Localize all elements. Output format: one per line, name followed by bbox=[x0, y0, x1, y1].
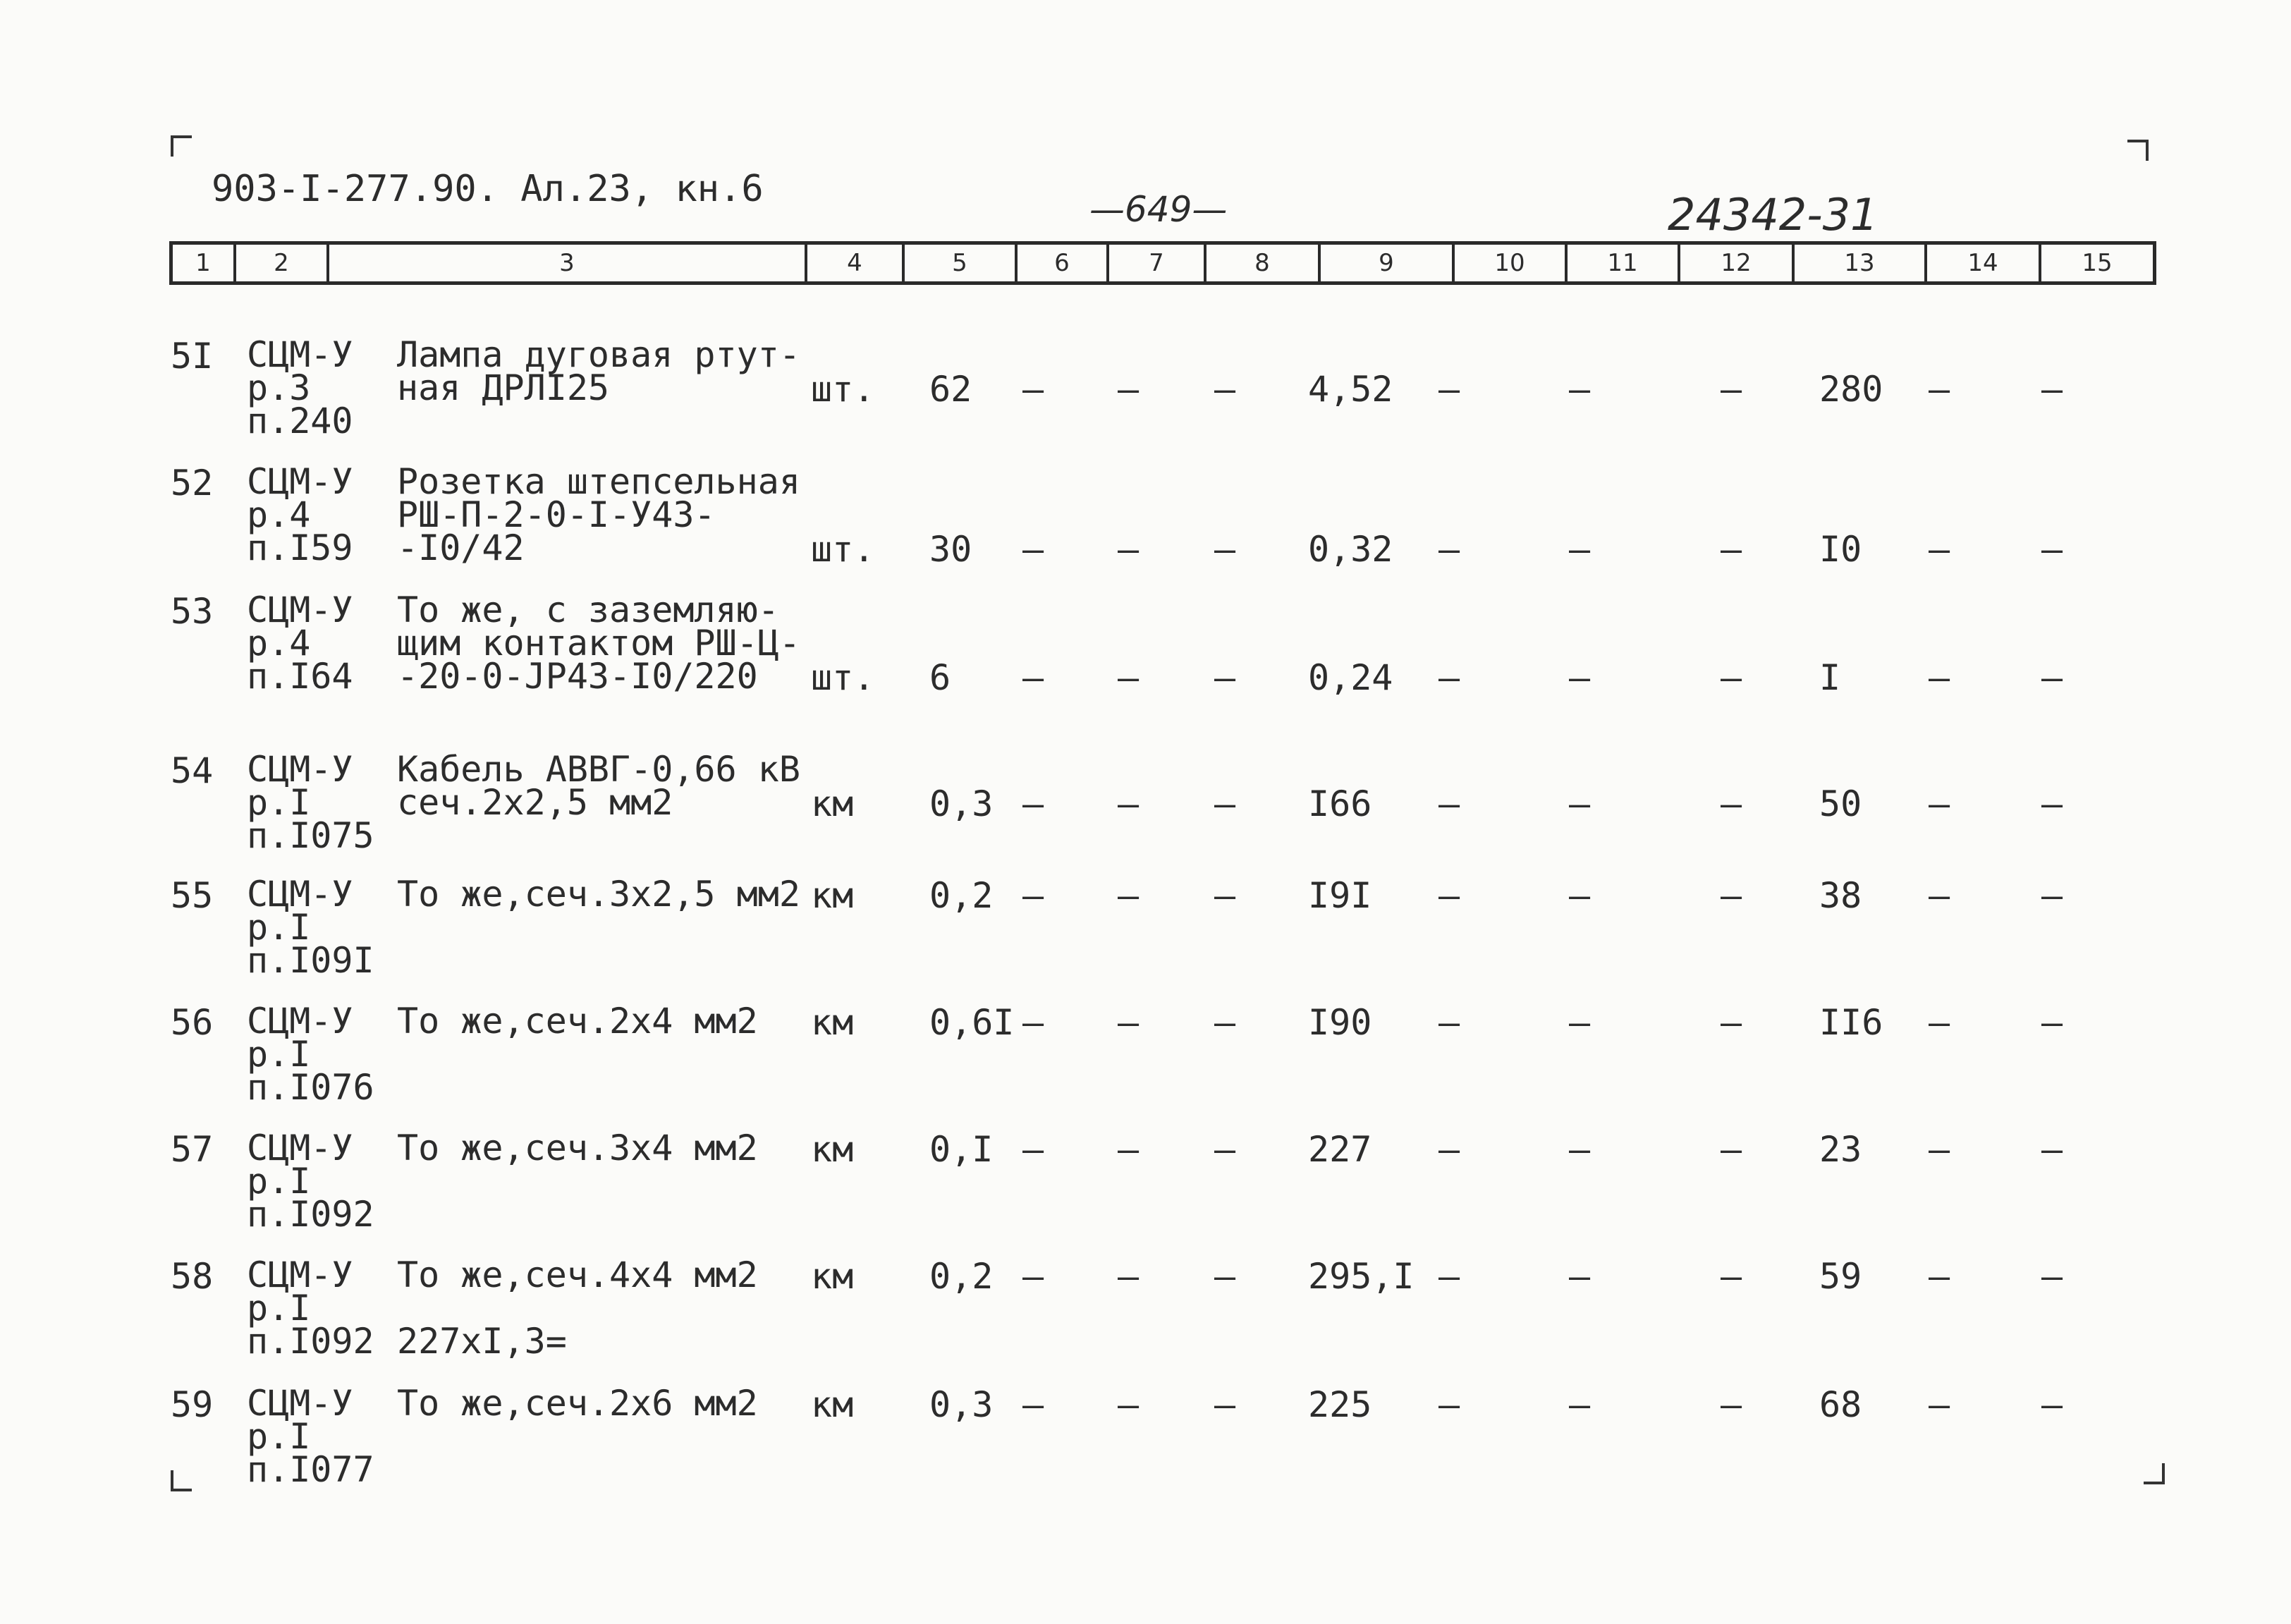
col-7-value: – bbox=[1118, 657, 1140, 698]
col-10-value: – bbox=[1438, 1002, 1460, 1043]
row-number: 56 bbox=[171, 1002, 214, 1043]
column-header: 8 bbox=[1206, 245, 1321, 281]
quantity: 0,2 bbox=[929, 875, 994, 916]
col-10-value: – bbox=[1438, 1384, 1460, 1425]
quantity: 0,3 bbox=[929, 783, 994, 824]
col-8-value: – bbox=[1214, 1384, 1236, 1425]
column-header: 4 bbox=[807, 245, 905, 281]
col-9-value: I90 bbox=[1308, 1002, 1372, 1043]
col-8-value: – bbox=[1214, 1129, 1236, 1170]
column-header: 3 bbox=[329, 245, 807, 281]
col-11-value: – bbox=[1569, 1002, 1591, 1043]
col-14-value: – bbox=[1929, 369, 1950, 410]
col-14-value: – bbox=[1929, 657, 1950, 698]
sheet-code: 24342-31 bbox=[1668, 189, 1878, 240]
col-11-value: – bbox=[1569, 1129, 1591, 1170]
col-9-value: 0,32 bbox=[1308, 529, 1393, 570]
quantity: 30 bbox=[929, 529, 972, 570]
col-13-value: I bbox=[1819, 657, 1841, 698]
col-12-value: – bbox=[1721, 1384, 1742, 1425]
column-header: 9 bbox=[1321, 245, 1455, 281]
col-6-value: – bbox=[1022, 783, 1044, 824]
col-7-value: – bbox=[1118, 1384, 1140, 1425]
unit: шт. bbox=[811, 529, 875, 570]
col-11-value: – bbox=[1569, 369, 1591, 410]
col-11-value: – bbox=[1569, 783, 1591, 824]
unit: км bbox=[811, 1256, 854, 1297]
row-number: 55 bbox=[171, 875, 214, 916]
col-11-value: – bbox=[1569, 1256, 1591, 1297]
column-header: 11 bbox=[1568, 245, 1680, 281]
column-header: 6 bbox=[1018, 245, 1109, 281]
unit: км bbox=[811, 875, 854, 916]
quantity: 6 bbox=[929, 657, 951, 698]
col-7-value: – bbox=[1118, 783, 1140, 824]
item-name: То же,сеч.4х4 мм2 227хI,3= bbox=[397, 1254, 758, 1362]
norm-reference: СЦМ-У р.I п.I09I bbox=[247, 874, 374, 981]
col-8-value: – bbox=[1214, 657, 1236, 698]
item-name: То же,сеч.2х4 мм2 bbox=[397, 1001, 758, 1042]
column-header: 14 bbox=[1927, 245, 2041, 281]
quantity: 0,2 bbox=[929, 1256, 994, 1297]
column-header: 2 bbox=[236, 245, 329, 281]
col-9-value: 225 bbox=[1308, 1384, 1372, 1425]
item-name: То же,сеч.2х6 мм2 bbox=[397, 1383, 758, 1424]
corner-mark-bottom-right bbox=[2144, 1463, 2165, 1484]
column-header: 7 bbox=[1109, 245, 1206, 281]
col-15-value: – bbox=[2041, 369, 2063, 410]
quantity: 0,I bbox=[929, 1129, 994, 1170]
col-14-value: – bbox=[1929, 1002, 1950, 1043]
col-12-value: – bbox=[1721, 657, 1742, 698]
col-13-value: 280 bbox=[1819, 369, 1883, 410]
quantity: 62 bbox=[929, 369, 972, 410]
col-14-value: – bbox=[1929, 1256, 1950, 1297]
col-10-value: – bbox=[1438, 783, 1460, 824]
col-6-value: – bbox=[1022, 1129, 1044, 1170]
col-7-value: – bbox=[1118, 369, 1140, 410]
col-14-value: – bbox=[1929, 529, 1950, 570]
col-9-value: 295,I bbox=[1308, 1256, 1415, 1297]
col-15-value: – bbox=[2041, 1002, 2063, 1043]
col-8-value: – bbox=[1214, 783, 1236, 824]
col-14-value: – bbox=[1929, 783, 1950, 824]
col-10-value: – bbox=[1438, 657, 1460, 698]
col-14-value: – bbox=[1929, 875, 1950, 916]
norm-reference: СЦМ-У р.I п.I076 bbox=[247, 1001, 374, 1108]
norm-reference: СЦМ-У р.4 п.I59 bbox=[247, 461, 353, 568]
unit: км bbox=[811, 783, 854, 824]
col-12-value: – bbox=[1721, 875, 1742, 916]
col-12-value: – bbox=[1721, 1256, 1742, 1297]
norm-reference: СЦМ-У р.3 п.240 bbox=[247, 334, 353, 441]
col-7-value: – bbox=[1118, 875, 1140, 916]
col-15-value: – bbox=[2041, 1384, 2063, 1425]
col-12-value: – bbox=[1721, 1002, 1742, 1043]
col-10-value: – bbox=[1438, 369, 1460, 410]
col-12-value: – bbox=[1721, 783, 1742, 824]
column-header: 13 bbox=[1795, 245, 1927, 281]
quantity: 0,3 bbox=[929, 1384, 994, 1425]
col-15-value: – bbox=[2041, 875, 2063, 916]
col-9-value: 4,52 bbox=[1308, 369, 1393, 410]
col-10-value: – bbox=[1438, 875, 1460, 916]
col-6-value: – bbox=[1022, 1002, 1044, 1043]
col-13-value: 68 bbox=[1819, 1384, 1862, 1425]
col-8-value: – bbox=[1214, 1256, 1236, 1297]
norm-reference: СЦМ-У р.I п.I092 bbox=[247, 1254, 374, 1362]
unit: км bbox=[811, 1384, 854, 1425]
col-15-value: – bbox=[2041, 1256, 2063, 1297]
corner-mark-top-left bbox=[171, 135, 192, 157]
col-15-value: – bbox=[2041, 1129, 2063, 1170]
column-header: 10 bbox=[1455, 245, 1568, 281]
col-12-value: – bbox=[1721, 369, 1742, 410]
col-11-value: – bbox=[1569, 657, 1591, 698]
col-6-value: – bbox=[1022, 1256, 1044, 1297]
col-8-value: – bbox=[1214, 875, 1236, 916]
row-number: 52 bbox=[171, 463, 214, 503]
col-6-value: – bbox=[1022, 529, 1044, 570]
col-8-value: – bbox=[1214, 529, 1236, 570]
col-7-value: – bbox=[1118, 1256, 1140, 1297]
col-15-value: – bbox=[2041, 783, 2063, 824]
col-9-value: 227 bbox=[1308, 1129, 1372, 1170]
corner-mark-top-right bbox=[2127, 140, 2149, 161]
document-code: 903-I-277.90. Ал.23, кн.6 bbox=[212, 168, 764, 210]
calculation-note: 227хI,3= bbox=[397, 1321, 567, 1362]
col-10-value: – bbox=[1438, 529, 1460, 570]
col-13-value: 23 bbox=[1819, 1129, 1862, 1170]
col-8-value: – bbox=[1214, 1002, 1236, 1043]
col-9-value: I66 bbox=[1308, 783, 1372, 824]
col-6-value: – bbox=[1022, 1384, 1044, 1425]
item-name: Розетка штепсельная РШ-П-2-0-I-У43- -I0/42 bbox=[397, 461, 800, 568]
page-number: —649— bbox=[1089, 189, 1228, 230]
col-13-value: 50 bbox=[1819, 783, 1862, 824]
col-8-value: – bbox=[1214, 369, 1236, 410]
col-7-value: – bbox=[1118, 1002, 1140, 1043]
item-name: То же,сеч.3х2,5 мм2 bbox=[397, 874, 800, 915]
col-11-value: – bbox=[1569, 1384, 1591, 1425]
col-10-value: – bbox=[1438, 1256, 1460, 1297]
norm-reference: СЦМ-У р.4 п.I64 bbox=[247, 590, 353, 697]
column-header: 12 bbox=[1680, 245, 1795, 281]
norm-reference: СЦМ-У р.I п.I075 bbox=[247, 749, 374, 856]
column-header: 5 bbox=[905, 245, 1018, 281]
column-header: 1 bbox=[173, 245, 236, 281]
col-7-value: – bbox=[1118, 529, 1140, 570]
item-name: То же, с заземляю- щим контактом РШ-Ц- -20-0-ЈР43-I0/220 bbox=[397, 590, 800, 697]
row-number: 5I bbox=[171, 336, 214, 377]
item-name: Лампа дуговая ртут- ная ДРЛI25 bbox=[397, 334, 800, 408]
column-header-row bbox=[169, 241, 2156, 285]
col-13-value: 59 bbox=[1819, 1256, 1862, 1297]
col-10-value: – bbox=[1438, 1129, 1460, 1170]
unit: шт. bbox=[811, 657, 875, 698]
norm-reference: СЦМ-У р.I п.I077 bbox=[247, 1383, 374, 1490]
col-15-value: – bbox=[2041, 529, 2063, 570]
unit: км bbox=[811, 1002, 854, 1043]
col-9-value: I9I bbox=[1308, 875, 1372, 916]
col-11-value: – bbox=[1569, 875, 1591, 916]
col-7-value: – bbox=[1118, 1129, 1140, 1170]
col-15-value: – bbox=[2041, 657, 2063, 698]
col-13-value: 38 bbox=[1819, 875, 1862, 916]
item-name: То же,сеч.3х4 мм2 bbox=[397, 1128, 758, 1168]
col-12-value: – bbox=[1721, 1129, 1742, 1170]
col-13-value: I0 bbox=[1819, 529, 1862, 570]
row-number: 57 bbox=[171, 1129, 214, 1170]
col-13-value: II6 bbox=[1819, 1002, 1883, 1043]
unit: км bbox=[811, 1129, 854, 1170]
col-11-value: – bbox=[1569, 529, 1591, 570]
col-6-value: – bbox=[1022, 657, 1044, 698]
column-header: 15 bbox=[2082, 249, 2113, 277]
row-number: 54 bbox=[171, 750, 214, 791]
quantity: 0,6I bbox=[929, 1002, 1015, 1043]
row-number: 58 bbox=[171, 1256, 214, 1297]
norm-reference: СЦМ-У р.I п.I092 bbox=[247, 1128, 374, 1235]
col-14-value: – bbox=[1929, 1129, 1950, 1170]
unit: шт. bbox=[811, 369, 875, 410]
row-number: 53 bbox=[171, 591, 214, 632]
corner-mark-bottom-left bbox=[171, 1470, 192, 1491]
col-12-value: – bbox=[1721, 529, 1742, 570]
col-6-value: – bbox=[1022, 875, 1044, 916]
col-9-value: 0,24 bbox=[1308, 657, 1393, 698]
item-name: Кабель АВВГ-0,66 кВ сеч.2х2,5 мм2 bbox=[397, 749, 800, 823]
col-6-value: – bbox=[1022, 369, 1044, 410]
col-14-value: – bbox=[1929, 1384, 1950, 1425]
row-number: 59 bbox=[171, 1384, 214, 1425]
